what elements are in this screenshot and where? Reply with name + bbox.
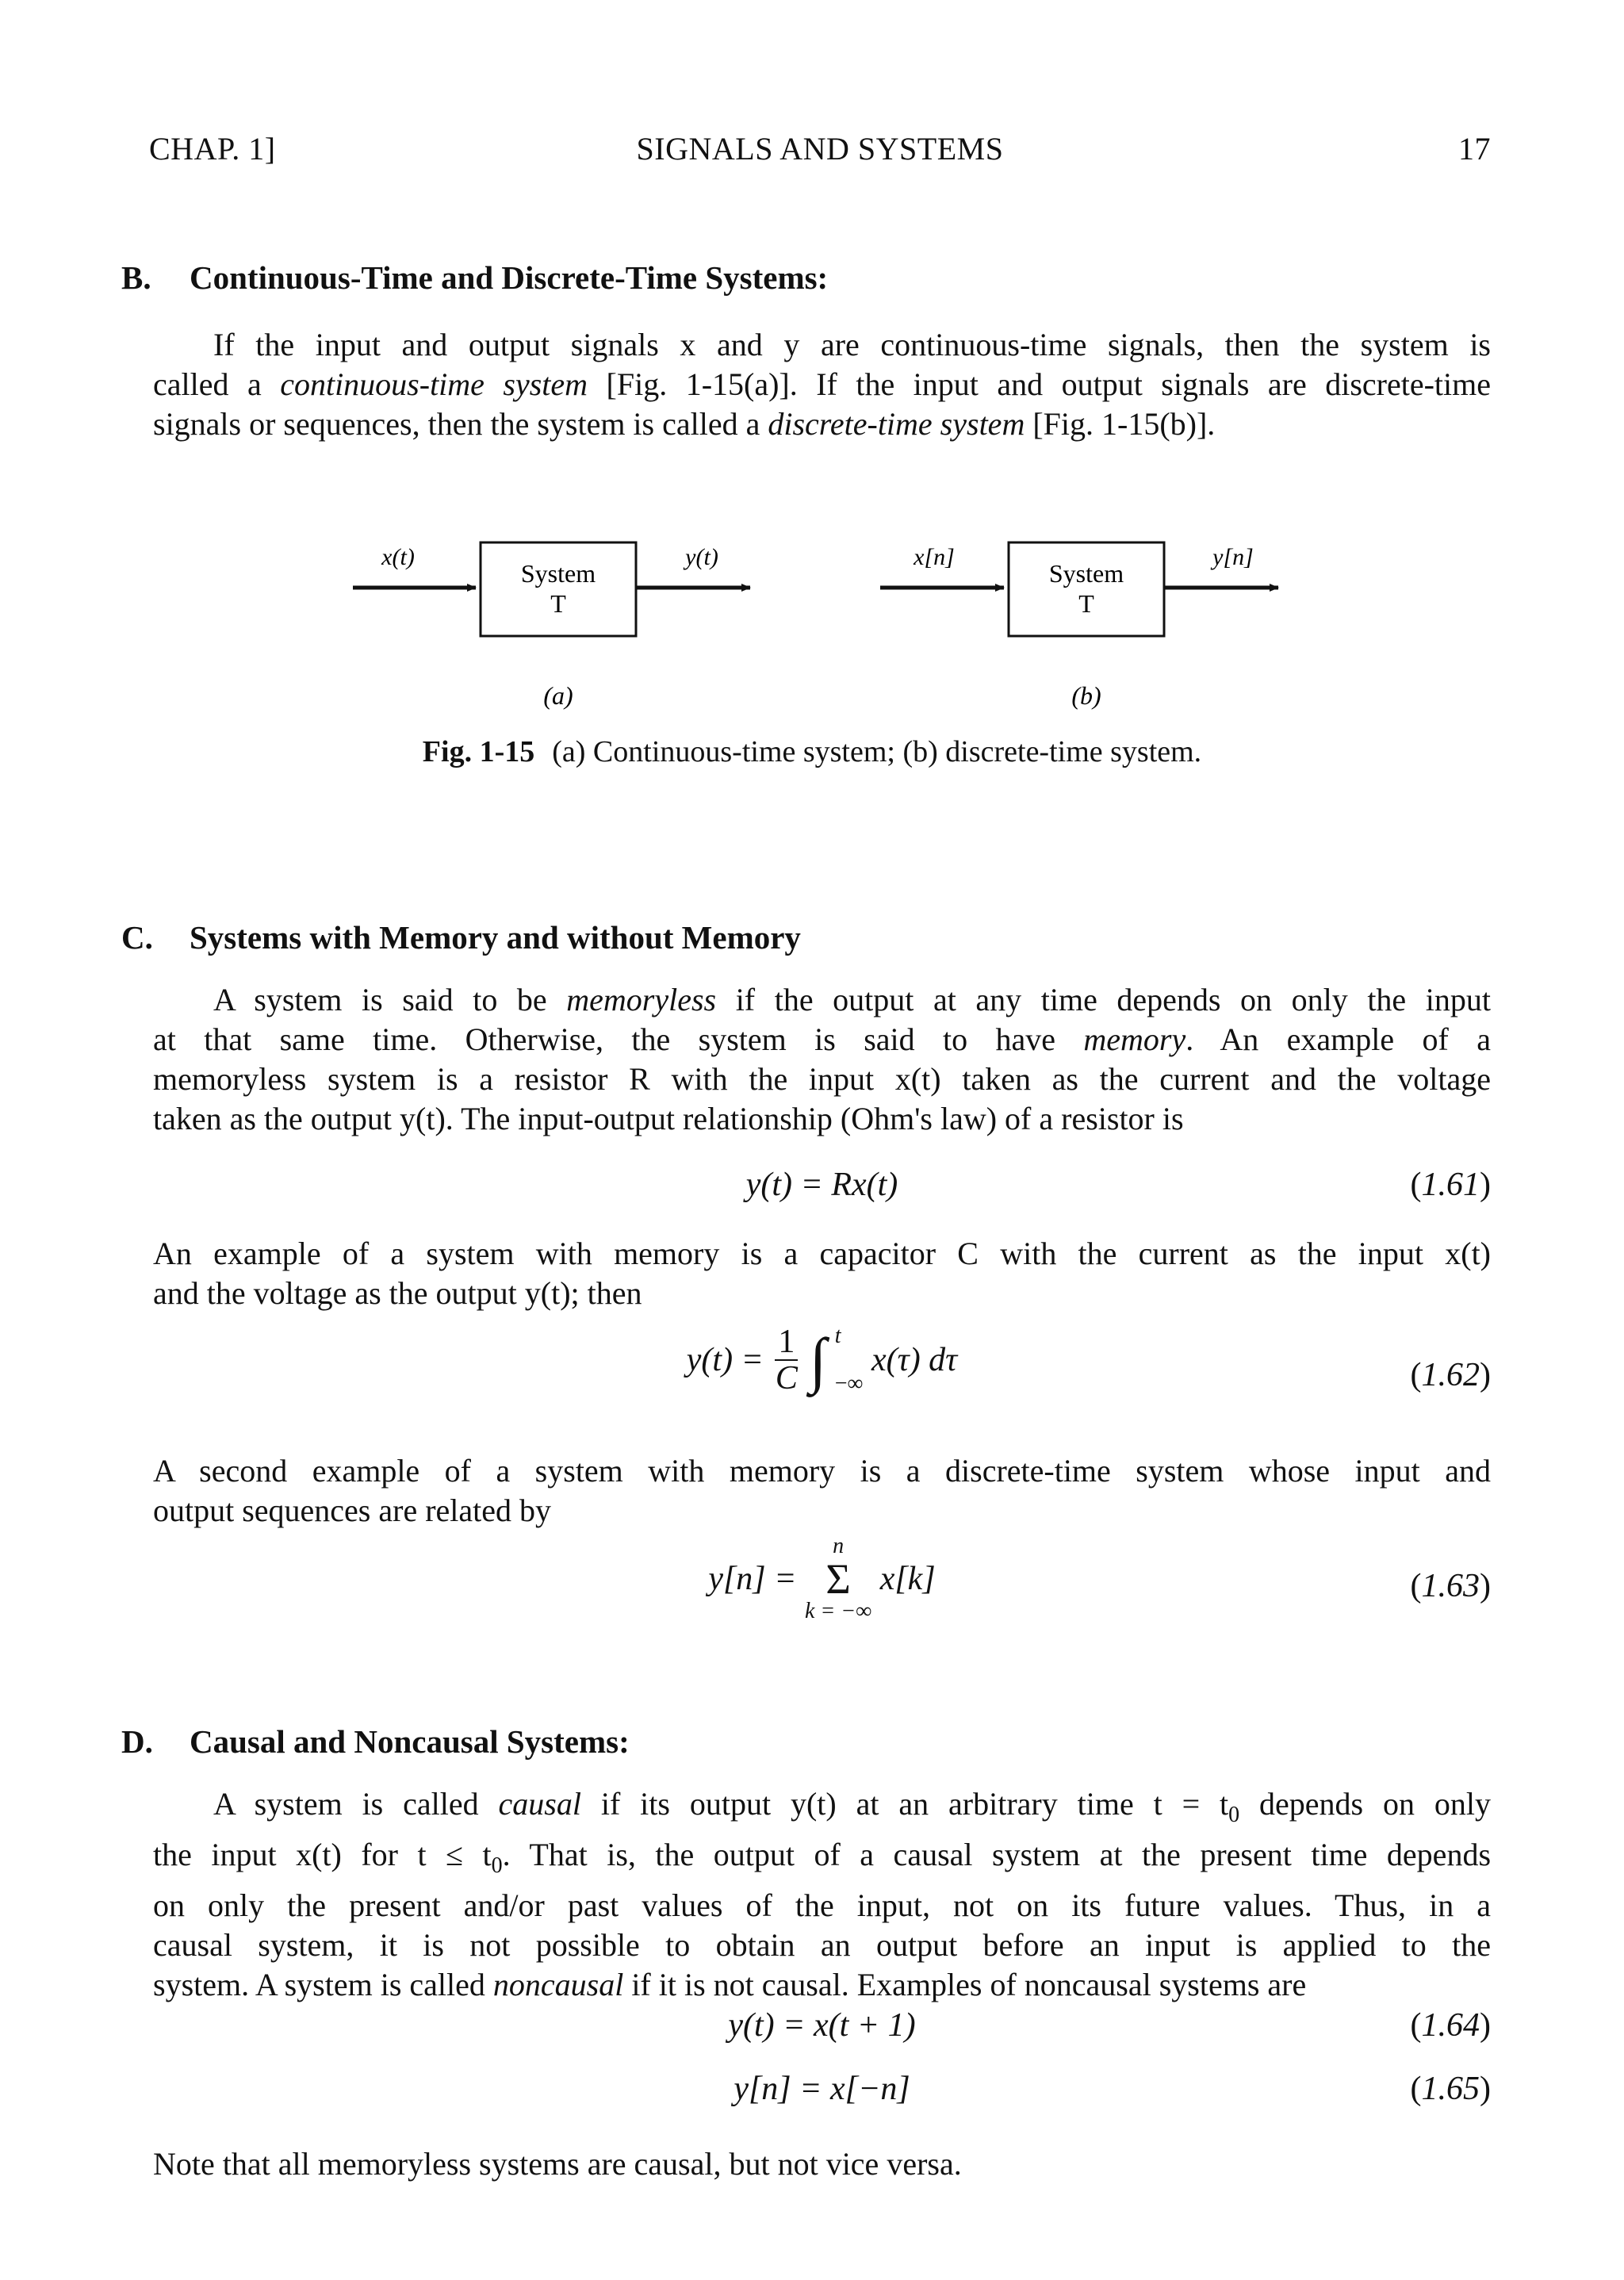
equation-number: (1.64) — [1410, 2007, 1491, 2044]
figure-a-diagram — [353, 542, 750, 710]
term-memory: memory — [1083, 1021, 1186, 1057]
text-line: A system is called causal if its output y(t) at an arbitrary time $t = t_0$ depends on only — [213, 1786, 1492, 1827]
text-line: memoryless system is a resistor R with the input x(t) taken as the current and the voltage — [153, 1061, 1491, 1097]
fraction: $\frac{1}{C}$ — [775, 1324, 798, 1397]
term-discrete-time-system: discrete-time system — [768, 406, 1025, 442]
text-line: called a continuous-time system [Fig. 1-15(a)]. If the input and output signals are discrete-time — [153, 366, 1491, 402]
equation-1-63 — [153, 1535, 1491, 1646]
text-line: signals or sequences, then the system is called a discrete-time system [Fig. 1-15(b)]. — [153, 406, 1216, 442]
equation-1-62 — [153, 1324, 1491, 1435]
equation-1-64 — [153, 2006, 1491, 2070]
figure-caption-text: (a) Continuous-time system; (b) discrete-time system. — [552, 735, 1202, 768]
system-label-b: System — [1048, 559, 1124, 588]
section-d-heading — [121, 1722, 630, 1761]
text-line: A system is said to be memoryless if the output at any time depends on only the input — [213, 982, 1491, 1017]
section-c-title: Systems with Memory and without Memory — [190, 919, 801, 956]
closing-sentence — [153, 2144, 1491, 2184]
section-b-letter: B. — [121, 259, 151, 296]
summation: n Σ k = −∞ — [805, 1534, 872, 1623]
text-line: An example of a system with memory is a capacitor C with the current as the input x(t) — [153, 1236, 1491, 1271]
section-c-letter: C. — [121, 919, 153, 956]
chapter-label: CHAP. 1] — [149, 131, 276, 167]
term-continuous-time-system: continuous-time system — [280, 366, 588, 402]
subfigure-label-b: (b) — [1071, 681, 1101, 710]
section-d-paragraph — [153, 1784, 1491, 2005]
figure-caption — [0, 734, 1624, 769]
section-c-paragraph-1 — [153, 980, 1491, 1139]
text-line: at that same time. Otherwise, the system is said to have memory. An example of a — [153, 1021, 1491, 1057]
system-operator-a: T — [550, 589, 566, 618]
equation-number: (1.61) — [1410, 1167, 1491, 1203]
equation-body: y(t) = Rx(t) — [745, 1167, 898, 1203]
system-operator-b: T — [1078, 589, 1094, 618]
text-line: If the input and output signals x and y are continuous-time signals, then the system is — [213, 327, 1491, 362]
section-b-title: Continuous-Time and Discrete-Time Systems: — [190, 259, 829, 296]
output-label-b: y[n] — [1212, 544, 1254, 570]
equation-number: (1.63) — [1410, 1568, 1491, 1604]
section-c-heading — [121, 918, 801, 956]
term-memoryless: memoryless — [566, 982, 717, 1017]
equation-1-61 — [153, 1166, 1491, 1229]
equation-number: (1.62) — [1410, 1357, 1491, 1393]
figure-b-diagram — [880, 542, 1278, 710]
output-label-a: y(t) — [685, 544, 718, 570]
subfigure-label-a: (a) — [543, 681, 573, 710]
section-d-title: Causal and Noncausal Systems: — [190, 1723, 630, 1760]
text-line: causal system, it is not possible to obtain an output before an input is applied to the — [153, 1927, 1491, 1963]
text-line: taken as the output y(t). The input-output relationship (Ohm's law) of a resistor is — [153, 1101, 1184, 1136]
term-causal: causal — [498, 1786, 581, 1822]
running-title: SIGNALS AND SYSTEMS — [636, 131, 1004, 167]
section-d-letter: D. — [121, 1723, 153, 1760]
equation-body: y(t) = x(t + 1) — [728, 2007, 916, 2044]
page-number: 17 — [1458, 131, 1491, 167]
integral-sign: ∫ — [809, 1325, 827, 1394]
figure-1-15 — [0, 0, 1624, 793]
text-line: Note that all memoryless systems are causal, but not vice versa. — [153, 2146, 962, 2182]
equation-body: y[n] = n Σ k = −∞ x[k] — [708, 1534, 936, 1623]
input-label-a: x(t) — [381, 544, 415, 570]
equation-body: y[n] = x[−n] — [733, 2071, 910, 2107]
text-line: the input x(t) for $t \le t_0$. That is, the output of a causal system at the present time depends — [153, 1837, 1492, 1878]
text-line: output sequences are related by — [153, 1493, 552, 1528]
equation-body: y(t) = $\frac{1}{C}$ ∫ t −∞ x(τ) dτ — [686, 1324, 958, 1397]
term-noncausal: noncausal — [492, 1967, 624, 2002]
text-line: A second example of a system with memory is a discrete-time system whose input and — [153, 1453, 1491, 1489]
section-c-paragraph-2 — [153, 1234, 1491, 1313]
text-line: and the voltage as the output y(t); then — [153, 1275, 642, 1311]
figure-id: Fig. 1-15 — [422, 735, 535, 768]
equation-number: (1.65) — [1410, 2071, 1491, 2107]
integral-limits: t −∞ — [834, 1324, 864, 1396]
equation-1-65 — [153, 2070, 1491, 2133]
text-line: on only the present and/or past values of the input, not on its future values. Thus, in a — [153, 1887, 1491, 1923]
system-label-a: System — [520, 559, 596, 588]
input-label-b: x[n] — [914, 544, 955, 570]
section-c-paragraph-3 — [153, 1451, 1491, 1531]
text-line: system. A system is called noncausal if it is not causal. Examples of noncausal systems are — [153, 1967, 1307, 2002]
